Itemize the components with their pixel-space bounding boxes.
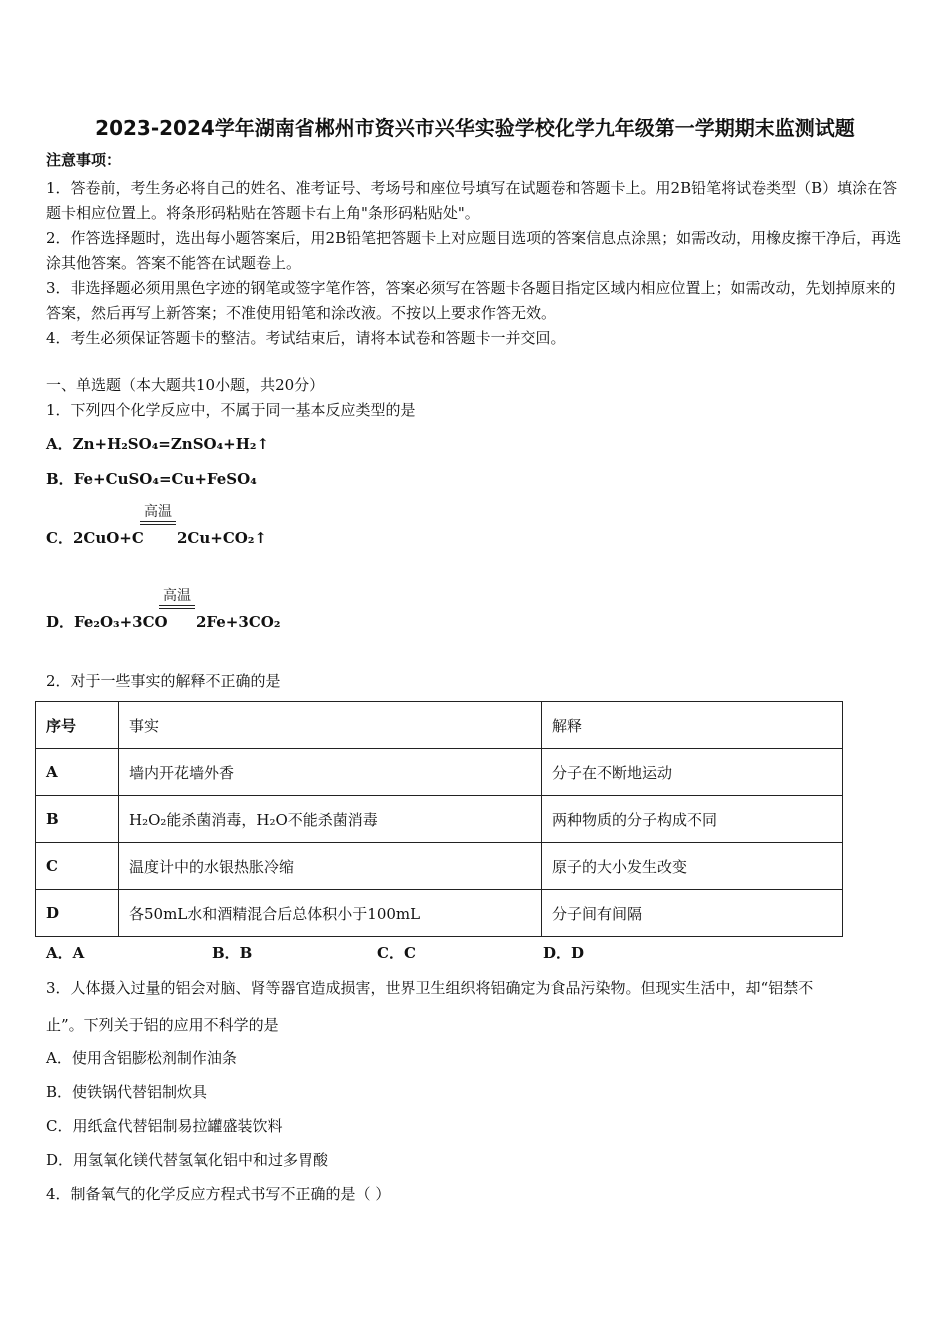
q1-d-equals-bar [159, 605, 195, 609]
row-fact: H₂O₂能杀菌消毒，H₂O不能杀菌消毒 [119, 796, 542, 843]
row-explanation: 两种物质的分子构成不同 [542, 796, 843, 843]
q1-option-b[interactable] [46, 469, 257, 489]
q2-table [35, 701, 843, 937]
header-explanation: 解释 [542, 702, 843, 749]
note-item-2: 2．作答选择题时，选出每小题答案后，用2B铅笔把答题卡上对应题目选项的答案信息点涂黑；如需改动，用橡皮擦干净后，再选涂其他答案。答案不能答在试题卷上。 [46, 229, 902, 272]
row-explanation: 分子间有间隔 [542, 890, 843, 937]
notes-heading: 注意事项： [46, 151, 122, 169]
q1-c-condition-text: 高温 [144, 504, 172, 520]
q1-d-condition [159, 588, 195, 609]
q3-option-b[interactable]: B．使铁锅代替铝制炊具 [46, 1083, 208, 1101]
q1-option-a[interactable] [46, 434, 269, 454]
q3-stem-line1: 3．人体摄入过量的铝会对脑、肾等器官造成损害，世界卫生组织将铝确定为食品污染物。但现实生活中，却“铝禁不 [46, 979, 814, 997]
q1-option-a-label: A． [46, 435, 73, 453]
q1-option-c-label: C． [46, 529, 73, 547]
section-heading: 一、单选题（本大题共10小题，共20分） [46, 376, 325, 394]
row-fact: 墙内开花墙外香 [119, 749, 542, 796]
q2-option-b[interactable]: B．B [212, 944, 253, 962]
q1-option-d-right: 2Fe+3CO₂ [196, 613, 281, 631]
row-index: A [36, 749, 119, 796]
q3-option-a[interactable]: A．使用含铝膨松剂制作油条 [46, 1049, 237, 1067]
exam-title: 2023-2024学年湖南省郴州市资兴市兴华实验学校化学九年级第一学期期末监测试题 [95, 116, 855, 140]
note-item-3: 3．非选择题必须用黑色字迹的钢笔或签字笔作答，答案必须写在答题卡各题目指定区域内相应位置上；如需改动，先划掉原来的答案，然后再写上新答案；不准使用铅笔和涂改液。不按以上要求作答无效。 [46, 279, 896, 322]
q2-option-a[interactable]: A．A [46, 944, 85, 962]
note-item-4: 4．考生必须保证答题卡的整洁。考试结束后，请将本试卷和答题卡一并交回。 [46, 329, 566, 347]
row-fact: 温度计中的水银热胀冷缩 [119, 843, 542, 890]
q1-option-d[interactable] [46, 612, 168, 632]
q1-stem: 1．下列四个化学反应中，不属于同一基本反应类型的是 [46, 401, 416, 419]
q3-option-c[interactable]: C．用纸盒代替铝制易拉罐盛装饮料 [46, 1117, 283, 1135]
q4-stem: 4．制备氧气的化学反应方程式书写不正确的是（ ） [46, 1185, 391, 1203]
table-row [36, 843, 843, 890]
table-row [36, 890, 843, 937]
q1-d-condition-text: 高温 [163, 588, 191, 604]
header-index: 序号 [36, 702, 119, 749]
q1-option-b-text: Fe+CuSO₄=Cu+FeSO₄ [73, 470, 257, 488]
table-row [36, 796, 843, 843]
q3-option-d[interactable]: D．用氢氧化镁代替氢氧化铝中和过多胃酸 [46, 1151, 329, 1169]
row-index: B [36, 796, 119, 843]
row-explanation: 分子在不断地运动 [542, 749, 843, 796]
q3-stem-line2: 止”。下列关于铝的应用不科学的是 [46, 1016, 279, 1034]
q1-option-c[interactable] [46, 528, 144, 548]
q1-option-b-label: B． [46, 470, 74, 488]
header-fact: 事实 [119, 702, 542, 749]
q1-option-d-left: Fe₂O₃+3CO [74, 613, 168, 631]
q2-option-d[interactable]: D．D [543, 944, 585, 962]
row-index: D [36, 890, 119, 937]
note-item-1: 1．答卷前，考生务必将自己的姓名、准考证号、考场号和座位号填写在试题卷和答题卡上。用2B铅笔将试卷类型（B）填涂在答题卡相应位置上。将条形码粘贴在答题卡右上角"条形码粘贴处"。 [46, 179, 898, 222]
q2-option-c[interactable]: C．C [377, 944, 416, 962]
q1-c-condition [140, 504, 176, 525]
table-header-row [36, 702, 843, 749]
row-explanation: 原子的大小发生改变 [542, 843, 843, 890]
q1-option-d-label: D． [46, 613, 75, 631]
q1-option-c-right: 2Cu+CO₂↑ [177, 529, 267, 547]
q2-stem: 2．对于一些事实的解释不正确的是 [46, 672, 281, 690]
q1-option-c-left: 2CuO+C [72, 529, 144, 547]
row-fact: 各50mL水和酒精混合后总体积小于100mL [119, 890, 542, 937]
q1-c-equals-bar [140, 521, 176, 525]
row-index: C [36, 843, 119, 890]
q1-option-a-text: Zn+H₂SO₄=ZnSO₄+H₂↑ [72, 435, 270, 453]
table-row [36, 749, 843, 796]
